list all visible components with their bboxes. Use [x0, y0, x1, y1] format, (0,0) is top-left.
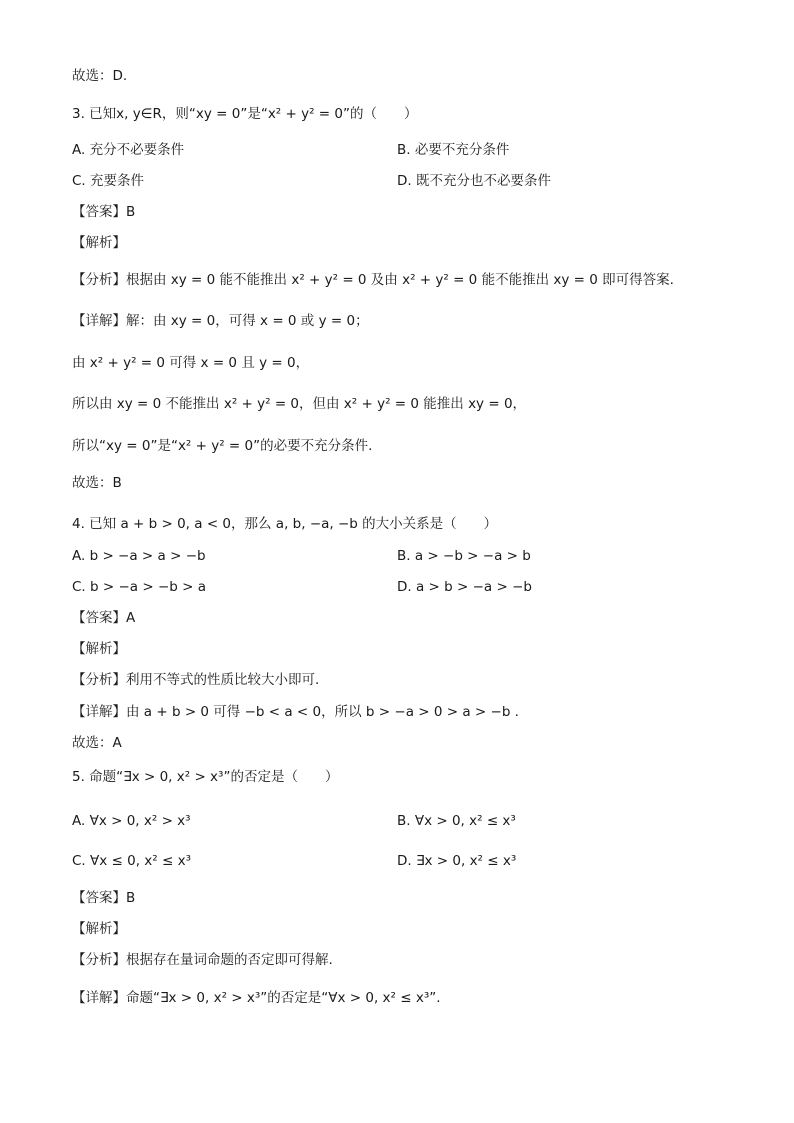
q4-option-c: C. b > −a > −b > a	[72, 579, 206, 595]
question-5-stem: 5. 命题“∃x > 0, x² > x³”的否定是（ ）	[72, 769, 339, 785]
q3-detail-4: 所以“xy = 0”是“x² + y² = 0”的必要不充分条件.	[72, 438, 373, 454]
q5-answer: 【答案】B	[72, 890, 136, 906]
q3-option-d: D. 既不充分也不必要条件	[397, 173, 551, 189]
question-4-stem: 4. 已知 a + b > 0, a < 0，那么 a, b, −a, −b 的大小关系是（ ）	[72, 516, 498, 532]
q4-analysis-heading: 【解析】	[72, 641, 126, 657]
q5-option-a: A. ∀x > 0, x² > x³	[72, 813, 191, 829]
q3-detail-3: 所以由 xy = 0 不能推出 x² + y² = 0，但由 x² + y² = 0 能推出 xy = 0，	[72, 396, 527, 412]
q3-answer: 【答案】B	[72, 204, 136, 220]
q5-option-d: D. ∃x > 0, x² ≤ x³	[397, 853, 517, 869]
q5-option-c: C. ∀x ≤ 0, x² ≤ x³	[72, 853, 191, 869]
q5-analysis: 【分析】根据存在量词命题的否定即可得解.	[72, 952, 333, 968]
q3-option-c: C. 充要条件	[72, 173, 145, 189]
q3-analysis: 【分析】根据由 xy = 0 能不能推出 x² + y² = 0 及由 x² + y² = 0 能不能推出 xy = 0 即可得答案.	[72, 272, 674, 288]
q4-conclusion: 故选：A	[72, 735, 122, 751]
q4-option-a: A. b > −a > a > −b	[72, 548, 206, 564]
q4-option-d: D. a > b > −a > −b	[397, 579, 532, 595]
line-answer-choice-prev: 故选：D.	[72, 68, 128, 84]
q4-answer: 【答案】A	[72, 610, 136, 626]
q5-analysis-heading: 【解析】	[72, 921, 126, 937]
q3-analysis-heading: 【解析】	[72, 235, 126, 251]
q4-option-b: B. a > −b > −a > b	[397, 548, 531, 564]
q4-detail: 【详解】由 a + b > 0 可得 −b < a < 0，所以 b > −a > 0 > a > −b .	[72, 704, 519, 720]
q5-detail: 【详解】命题“∃x > 0, x² > x³”的否定是“∀x > 0, x² ≤ x³”.	[72, 990, 441, 1006]
q3-option-a: A. 充分不必要条件	[72, 142, 185, 158]
q3-conclusion: 故选：B	[72, 475, 122, 491]
question-3-stem: 3. 已知x, y∈R，则“xy = 0”是“x² + y² = 0”的（ ）	[72, 106, 418, 122]
q5-option-b: B. ∀x > 0, x² ≤ x³	[397, 813, 516, 829]
q4-analysis: 【分析】利用不等式的性质比较大小即可.	[72, 672, 320, 688]
q3-detail-1: 【详解】解：由 xy = 0，可得 x = 0 或 y = 0；	[72, 313, 369, 329]
q3-detail-2: 由 x² + y² = 0 可得 x = 0 且 y = 0，	[72, 355, 310, 371]
q3-option-b: B. 必要不充分条件	[397, 142, 510, 158]
